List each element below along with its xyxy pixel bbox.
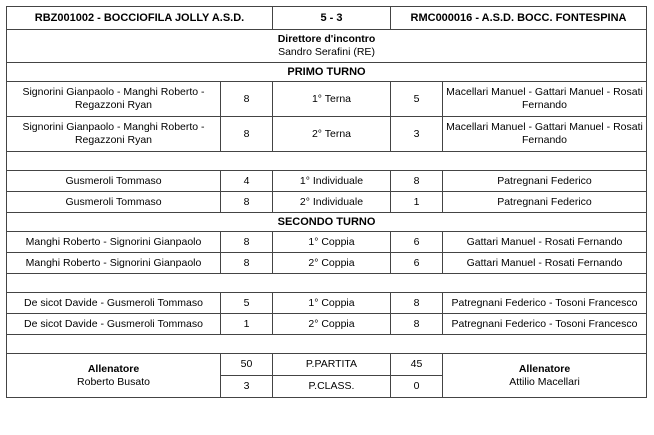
game-row bbox=[7, 117, 647, 152]
away-players: Patregnani Federico - Tosoni Francesco bbox=[443, 293, 647, 314]
game-type: 1° Coppia bbox=[273, 232, 391, 253]
away-players: Gattari Manuel - Rosati Fernando bbox=[443, 253, 647, 274]
p-partita-away: 45 bbox=[391, 354, 443, 376]
home-score: 8 bbox=[221, 117, 273, 152]
away-score: 8 bbox=[391, 314, 443, 335]
match-report bbox=[6, 6, 646, 398]
home-coach-cell bbox=[7, 354, 221, 398]
p-class-away: 0 bbox=[391, 376, 443, 398]
home-score: 5 bbox=[221, 293, 273, 314]
director-row bbox=[7, 30, 647, 63]
game-type: 1° Individuale bbox=[273, 171, 391, 192]
home-score: 8 bbox=[221, 82, 273, 117]
game-type: 1° Terna bbox=[273, 82, 391, 117]
game-type: 2° Coppia bbox=[273, 314, 391, 335]
home-score: 8 bbox=[221, 232, 273, 253]
game-type: 1° Coppia bbox=[273, 293, 391, 314]
spacer-cell bbox=[7, 335, 647, 354]
spacer-row bbox=[7, 274, 647, 293]
away-coach-label: Allenatore bbox=[518, 362, 571, 375]
away-players: Macellari Manuel - Gattari Manuel - Rosati Fernando bbox=[443, 117, 647, 152]
away-score: 8 bbox=[391, 171, 443, 192]
p-partita-label: P.PARTITA bbox=[273, 354, 391, 376]
home-players: Signorini Gianpaolo - Manghi Roberto - Regazzoni Ryan bbox=[7, 82, 221, 117]
p-partita-home: 50 bbox=[221, 354, 273, 376]
game-type: 2° Individuale bbox=[273, 192, 391, 213]
game-type: 2° Terna bbox=[273, 117, 391, 152]
section-title-first: PRIMO TURNO bbox=[7, 63, 647, 82]
footer-row-partita bbox=[7, 354, 647, 376]
spacer-cell bbox=[7, 274, 647, 293]
away-players: Gattari Manuel - Rosati Fernando bbox=[443, 232, 647, 253]
home-players: Gusmeroli Tommaso bbox=[7, 171, 221, 192]
p-class-home: 3 bbox=[221, 376, 273, 398]
home-coach-label: Allenatore bbox=[87, 362, 140, 375]
home-score: 8 bbox=[221, 192, 273, 213]
game-row bbox=[7, 293, 647, 314]
away-players: Patregnani Federico bbox=[443, 192, 647, 213]
away-team: RMC000016 - A.S.D. BOCC. FONTESPINA bbox=[391, 7, 647, 30]
game-row bbox=[7, 253, 647, 274]
section-row bbox=[7, 213, 647, 232]
match-score: 5 - 3 bbox=[273, 7, 391, 30]
game-type: 2° Coppia bbox=[273, 253, 391, 274]
home-score: 4 bbox=[221, 171, 273, 192]
game-row bbox=[7, 314, 647, 335]
match-table bbox=[6, 6, 647, 398]
away-score: 6 bbox=[391, 232, 443, 253]
away-score: 1 bbox=[391, 192, 443, 213]
spacer-row bbox=[7, 152, 647, 171]
away-score: 6 bbox=[391, 253, 443, 274]
director-cell bbox=[7, 30, 647, 63]
director-name: Sandro Serafini (RE) bbox=[278, 46, 375, 58]
away-coach-name: Attilio Macellari bbox=[509, 375, 580, 388]
spacer-cell bbox=[7, 152, 647, 171]
game-row bbox=[7, 171, 647, 192]
header-row bbox=[7, 7, 647, 30]
p-class-label: P.CLASS. bbox=[273, 376, 391, 398]
director-label: Direttore d'incontro bbox=[277, 33, 376, 45]
home-players: De sicot Davide - Gusmeroli Tommaso bbox=[7, 293, 221, 314]
spacer-row bbox=[7, 335, 647, 354]
home-team: RBZ001002 - BOCCIOFILA JOLLY A.S.D. bbox=[7, 7, 273, 30]
away-score: 3 bbox=[391, 117, 443, 152]
section-row bbox=[7, 63, 647, 82]
home-players: Signorini Gianpaolo - Manghi Roberto - Regazzoni Ryan bbox=[7, 117, 221, 152]
home-players: De sicot Davide - Gusmeroli Tommaso bbox=[7, 314, 221, 335]
game-row bbox=[7, 82, 647, 117]
away-score: 5 bbox=[391, 82, 443, 117]
away-players: Macellari Manuel - Gattari Manuel - Rosati Fernando bbox=[443, 82, 647, 117]
game-row bbox=[7, 232, 647, 253]
away-players: Patregnani Federico bbox=[443, 171, 647, 192]
home-players: Manghi Roberto - Signorini Gianpaolo bbox=[7, 232, 221, 253]
away-coach-cell bbox=[443, 354, 647, 398]
home-players: Manghi Roberto - Signorini Gianpaolo bbox=[7, 253, 221, 274]
home-players: Gusmeroli Tommaso bbox=[7, 192, 221, 213]
home-coach-name: Roberto Busato bbox=[77, 375, 150, 388]
home-score: 1 bbox=[221, 314, 273, 335]
game-row bbox=[7, 192, 647, 213]
away-score: 8 bbox=[391, 293, 443, 314]
section-title-second: SECONDO TURNO bbox=[7, 213, 647, 232]
home-score: 8 bbox=[221, 253, 273, 274]
away-players: Patregnani Federico - Tosoni Francesco bbox=[443, 314, 647, 335]
